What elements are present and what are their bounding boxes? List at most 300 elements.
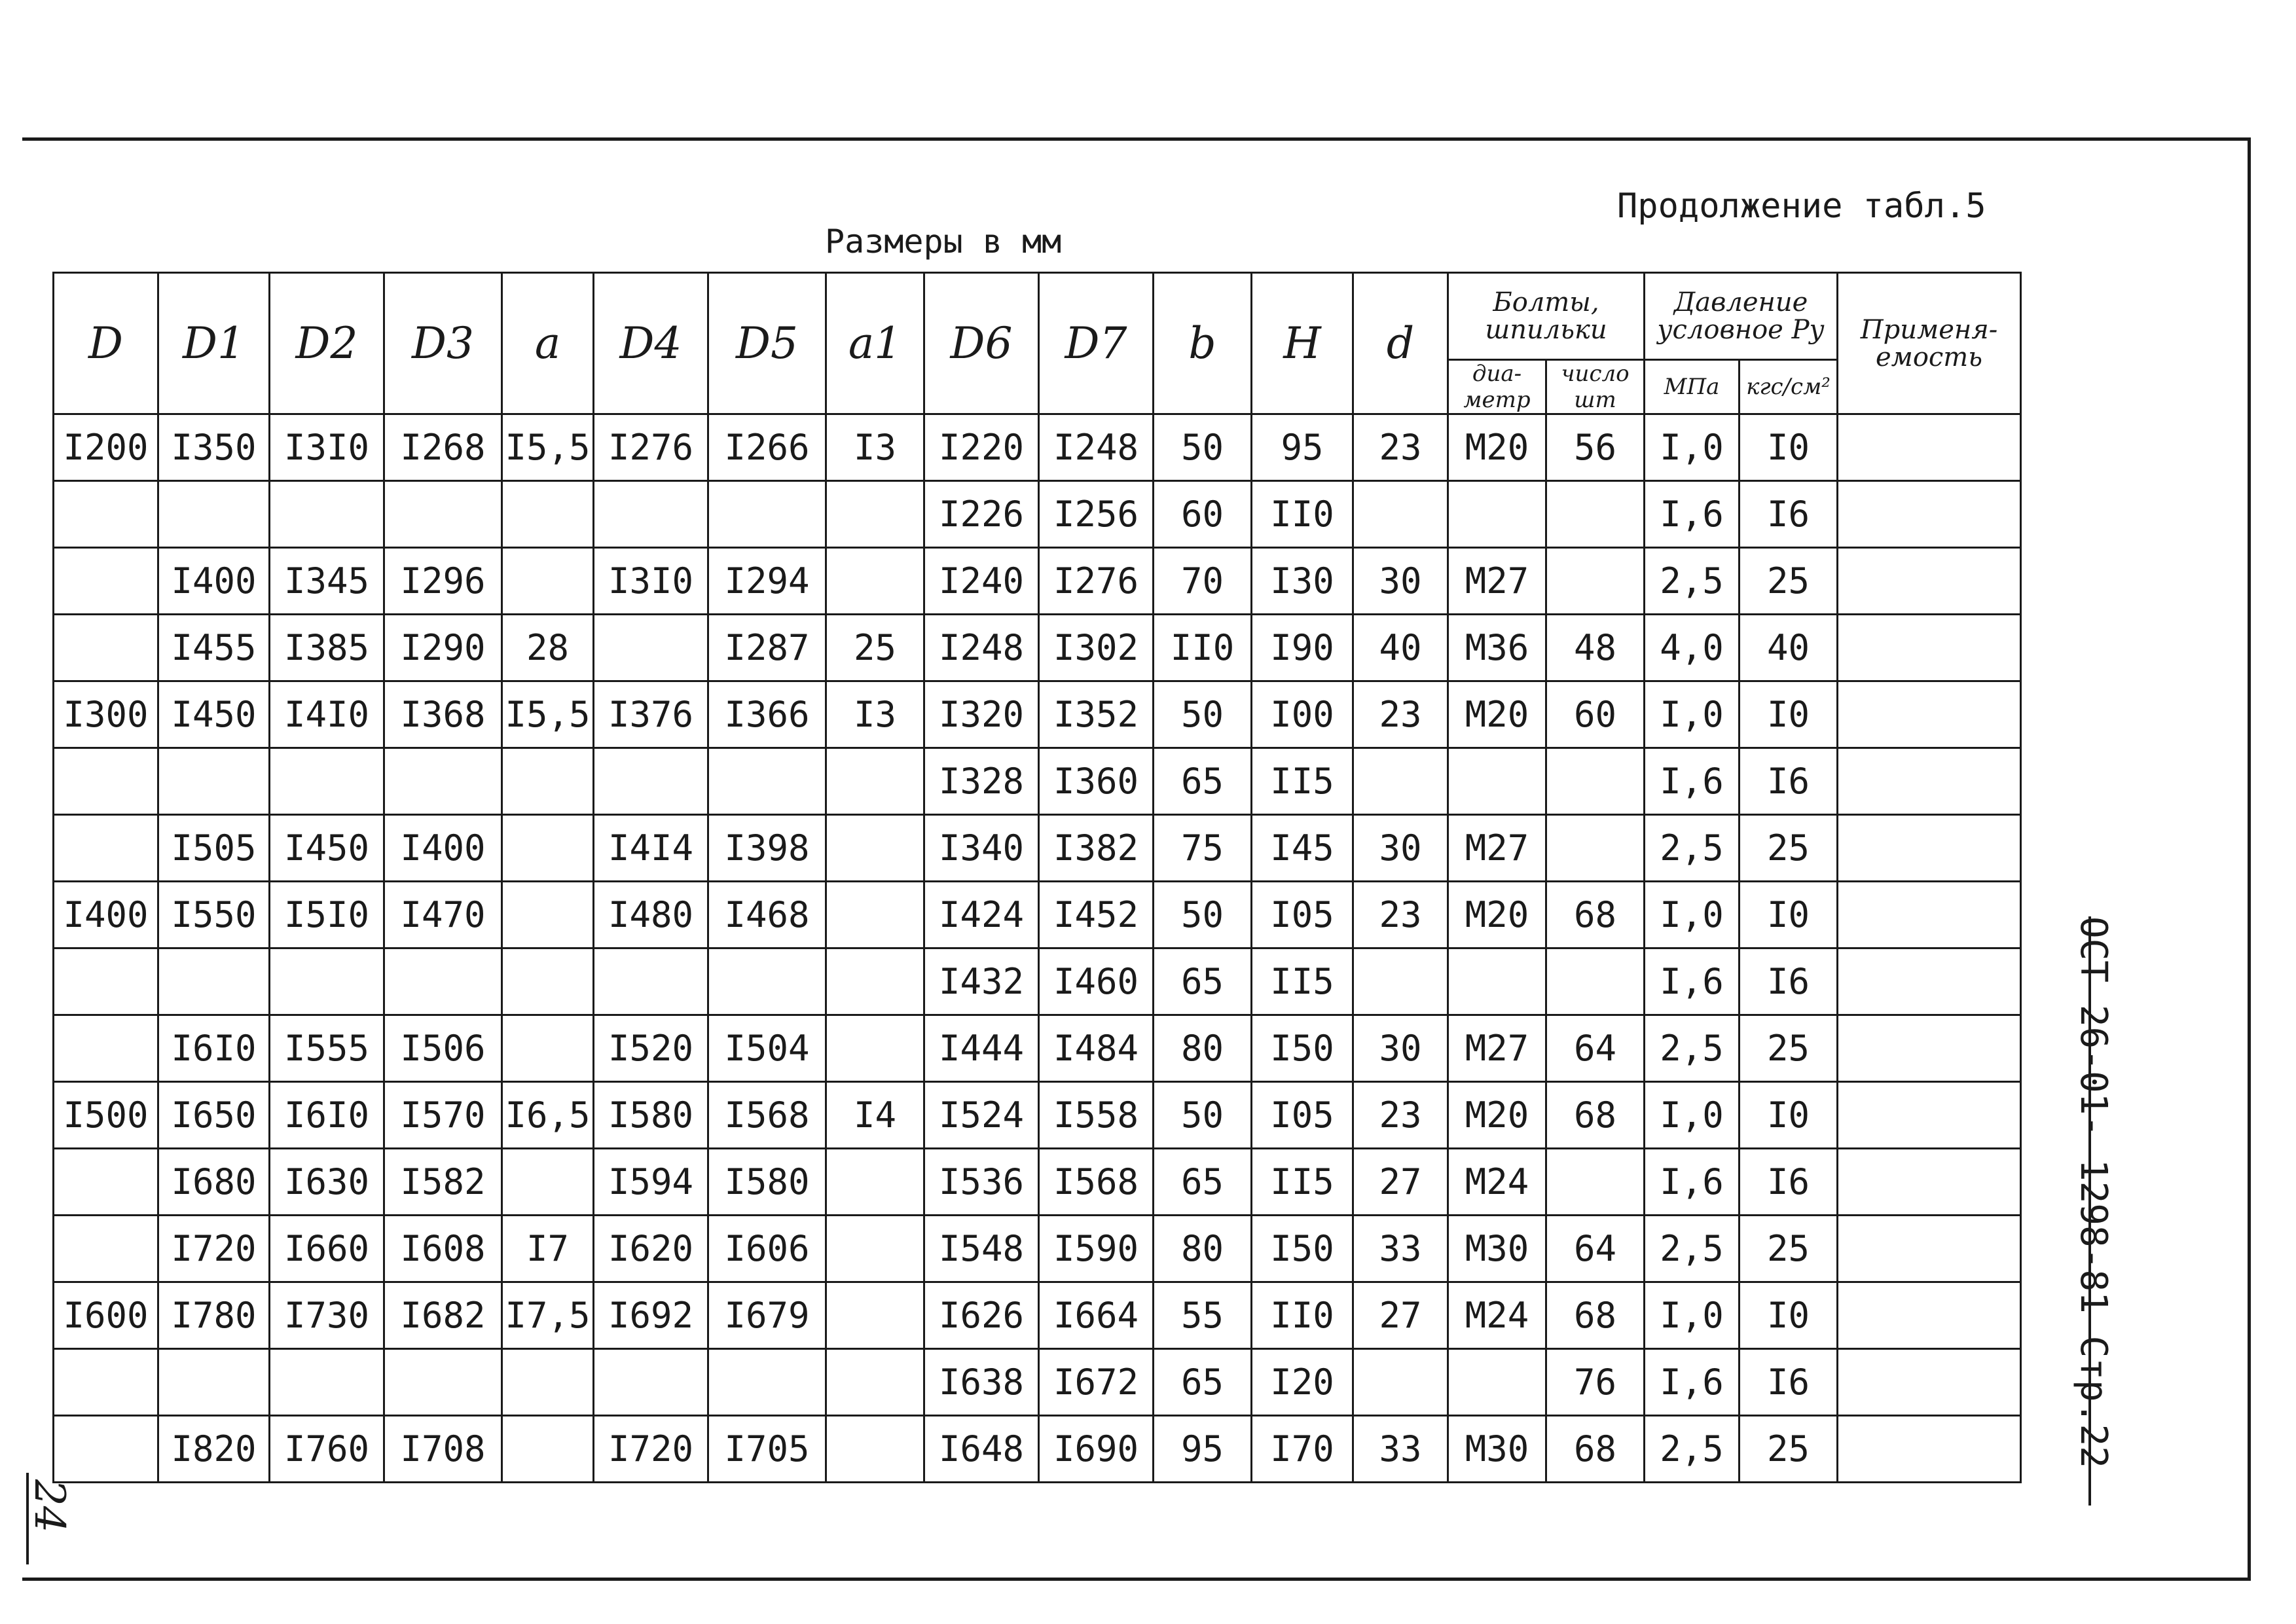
table-cell: I4I4 bbox=[594, 815, 708, 882]
table-cell: M20 bbox=[1448, 882, 1546, 948]
table-cell bbox=[54, 948, 158, 1015]
table-cell bbox=[270, 481, 384, 548]
table-cell: I600 bbox=[54, 1282, 158, 1349]
table-cell: I468 bbox=[708, 882, 826, 948]
table-cell bbox=[1838, 681, 2021, 748]
table-cell: I0 bbox=[1740, 681, 1838, 748]
table-cell bbox=[384, 1349, 502, 1416]
table-cell: I00 bbox=[1252, 681, 1353, 748]
table-cell: 56 bbox=[1546, 414, 1645, 481]
table-cell: 70 bbox=[1154, 548, 1252, 615]
table-cell: I555 bbox=[270, 1015, 384, 1082]
table-row bbox=[54, 882, 2021, 948]
table-cell bbox=[1838, 1349, 2021, 1416]
table-cell: I,6 bbox=[1645, 948, 1740, 1015]
page-number-mark bbox=[26, 1473, 81, 1564]
table-cell: I626 bbox=[924, 1282, 1039, 1349]
table-cell: I266 bbox=[708, 414, 826, 481]
table-cell: I7 bbox=[502, 1216, 594, 1282]
table-cell: I432 bbox=[924, 948, 1039, 1015]
table-cell: 80 bbox=[1154, 1216, 1252, 1282]
table-cell: I05 bbox=[1252, 1082, 1353, 1149]
table-cell: I340 bbox=[924, 815, 1039, 882]
table-body bbox=[54, 414, 2021, 1483]
table-cell: I692 bbox=[594, 1282, 708, 1349]
col-D6: D6 bbox=[924, 273, 1039, 414]
table-cell bbox=[270, 748, 384, 815]
table-cell: 60 bbox=[1154, 481, 1252, 548]
table-cell: I450 bbox=[158, 681, 270, 748]
table-row bbox=[54, 1015, 2021, 1082]
table-cell bbox=[826, 815, 924, 882]
table-cell: I268 bbox=[384, 414, 502, 481]
table-cell bbox=[384, 481, 502, 548]
table-row bbox=[54, 1416, 2021, 1483]
table-cell: I,6 bbox=[1645, 481, 1740, 548]
table-cell: I382 bbox=[1039, 815, 1154, 882]
table-cell bbox=[826, 882, 924, 948]
table-cell bbox=[1546, 815, 1645, 882]
table-cell: 25 bbox=[1740, 815, 1838, 882]
table-cell: I606 bbox=[708, 1216, 826, 1282]
table-cell: 23 bbox=[1353, 882, 1448, 948]
table-row bbox=[54, 748, 2021, 815]
col-bolts: Болты, шпильки bbox=[1448, 273, 1645, 360]
table-cell: I5,5 bbox=[502, 414, 594, 481]
table-cell: II0 bbox=[1252, 481, 1353, 548]
table-cell: M30 bbox=[1448, 1216, 1546, 1282]
table-cell: I,0 bbox=[1645, 882, 1740, 948]
document-code: ОСТ 26-01- 1298-81 Стр.22 bbox=[2072, 916, 2115, 1468]
table-cell: 23 bbox=[1353, 414, 1448, 481]
table-cell: I350 bbox=[158, 414, 270, 481]
table-cell: I580 bbox=[708, 1149, 826, 1216]
table-cell bbox=[384, 948, 502, 1015]
table-cell: I248 bbox=[924, 615, 1039, 681]
table-cell: I520 bbox=[594, 1015, 708, 1082]
table-cell bbox=[54, 481, 158, 548]
table-cell bbox=[502, 1149, 594, 1216]
table-cell bbox=[594, 748, 708, 815]
table-cell: M20 bbox=[1448, 1082, 1546, 1149]
table-cell bbox=[826, 1416, 924, 1483]
table-cell: I,0 bbox=[1645, 1282, 1740, 1349]
col-d: d bbox=[1353, 273, 1448, 414]
table-cell bbox=[1838, 548, 2021, 615]
table-cell: I290 bbox=[384, 615, 502, 681]
table-cell: I296 bbox=[384, 548, 502, 615]
table-cell: I620 bbox=[594, 1216, 708, 1282]
table-cell: I248 bbox=[1039, 414, 1154, 481]
table-cell bbox=[502, 748, 594, 815]
table-cell: I366 bbox=[708, 681, 826, 748]
table-cell: I582 bbox=[384, 1149, 502, 1216]
table-row bbox=[54, 414, 2021, 481]
table-cell: I524 bbox=[924, 1082, 1039, 1149]
table-cell: I256 bbox=[1039, 481, 1154, 548]
table-cell: M30 bbox=[1448, 1416, 1546, 1483]
table-cell: I568 bbox=[1039, 1149, 1154, 1216]
table-cell: 2,5 bbox=[1645, 1015, 1740, 1082]
table-cell bbox=[54, 548, 158, 615]
table-cell: 30 bbox=[1353, 548, 1448, 615]
table-cell bbox=[158, 748, 270, 815]
table-cell: 23 bbox=[1353, 681, 1448, 748]
table-cell: 68 bbox=[1546, 1416, 1645, 1483]
table-cell bbox=[158, 948, 270, 1015]
table-row bbox=[54, 1282, 2021, 1349]
table-cell: 68 bbox=[1546, 1082, 1645, 1149]
table-cell bbox=[1838, 1082, 2021, 1149]
table-cell: 4,0 bbox=[1645, 615, 1740, 681]
table-cell: 27 bbox=[1353, 1282, 1448, 1349]
table-cell bbox=[270, 1349, 384, 1416]
table-cell: 2,5 bbox=[1645, 548, 1740, 615]
table-cell bbox=[502, 815, 594, 882]
table-cell: I294 bbox=[708, 548, 826, 615]
table-cell: I0 bbox=[1740, 1082, 1838, 1149]
table-cell: I385 bbox=[270, 615, 384, 681]
table-cell bbox=[826, 481, 924, 548]
table-cell: 27 bbox=[1353, 1149, 1448, 1216]
table-cell: 50 bbox=[1154, 882, 1252, 948]
table-cell: I608 bbox=[384, 1216, 502, 1282]
table-cell: I705 bbox=[708, 1416, 826, 1483]
table-cell: 2,5 bbox=[1645, 1416, 1740, 1483]
table-cell: I328 bbox=[924, 748, 1039, 815]
table-cell bbox=[826, 948, 924, 1015]
table-cell: 25 bbox=[1740, 548, 1838, 615]
table-cell bbox=[1546, 548, 1645, 615]
table-cell: I3 bbox=[826, 681, 924, 748]
table-row bbox=[54, 1149, 2021, 1216]
col-D2: D2 bbox=[270, 273, 384, 414]
table-cell: I3I0 bbox=[594, 548, 708, 615]
table-cell: 25 bbox=[1740, 1416, 1838, 1483]
table-cell: I6I0 bbox=[270, 1082, 384, 1149]
table-cell: 80 bbox=[1154, 1015, 1252, 1082]
table-cell: I6 bbox=[1740, 948, 1838, 1015]
table-cell bbox=[502, 882, 594, 948]
col-bolts-diameter: диа-метр bbox=[1448, 360, 1546, 414]
table-cell: I682 bbox=[384, 1282, 502, 1349]
table-cell: 40 bbox=[1353, 615, 1448, 681]
table-cell: II0 bbox=[1252, 1282, 1353, 1349]
table-cell: I4 bbox=[826, 1082, 924, 1149]
table-cell bbox=[1838, 414, 2021, 481]
table-cell: I500 bbox=[54, 1082, 158, 1149]
table-cell: 40 bbox=[1740, 615, 1838, 681]
table-cell: I30 bbox=[1252, 548, 1353, 615]
table-cell bbox=[54, 615, 158, 681]
table-cell bbox=[1546, 948, 1645, 1015]
table-cell: I452 bbox=[1039, 882, 1154, 948]
table-row bbox=[54, 615, 2021, 681]
table-cell bbox=[826, 1015, 924, 1082]
table-cell: 76 bbox=[1546, 1349, 1645, 1416]
table-cell bbox=[1838, 1216, 2021, 1282]
table-cell: I276 bbox=[1039, 548, 1154, 615]
table-cell bbox=[708, 948, 826, 1015]
table-cell bbox=[1838, 481, 2021, 548]
table-row bbox=[54, 1216, 2021, 1282]
table-cell: 30 bbox=[1353, 1015, 1448, 1082]
table-cell: I287 bbox=[708, 615, 826, 681]
table-cell: I240 bbox=[924, 548, 1039, 615]
table-cell bbox=[1838, 748, 2021, 815]
table-cell bbox=[502, 548, 594, 615]
table-cell bbox=[826, 1149, 924, 1216]
table-cell: I720 bbox=[158, 1216, 270, 1282]
table-cell: I320 bbox=[924, 681, 1039, 748]
table-cell: I480 bbox=[594, 882, 708, 948]
table-cell: I,0 bbox=[1645, 1082, 1740, 1149]
col-bolts-count: число шт bbox=[1546, 360, 1645, 414]
table-cell: 68 bbox=[1546, 882, 1645, 948]
table-cell: I648 bbox=[924, 1416, 1039, 1483]
table-cell bbox=[1546, 481, 1645, 548]
table-cell bbox=[54, 815, 158, 882]
table-cell: I,6 bbox=[1645, 1149, 1740, 1216]
table-row bbox=[54, 481, 2021, 548]
table-cell bbox=[1838, 1015, 2021, 1082]
table-cell bbox=[594, 1349, 708, 1416]
table-row bbox=[54, 1349, 2021, 1416]
table-cell: I400 bbox=[54, 882, 158, 948]
col-pressure-mpa: МПа bbox=[1645, 360, 1740, 414]
table-cell bbox=[1838, 1282, 2021, 1349]
table-cell: I679 bbox=[708, 1282, 826, 1349]
table-cell bbox=[1448, 948, 1546, 1015]
table-cell: 64 bbox=[1546, 1216, 1645, 1282]
table-cell: M20 bbox=[1448, 414, 1546, 481]
table-cell: I70 bbox=[1252, 1416, 1353, 1483]
table-cell: I580 bbox=[594, 1082, 708, 1149]
table-cell bbox=[502, 1416, 594, 1483]
table-cell: I360 bbox=[1039, 748, 1154, 815]
table-cell: 25 bbox=[826, 615, 924, 681]
table-cell bbox=[384, 748, 502, 815]
table-row bbox=[54, 548, 2021, 615]
table-cell bbox=[54, 1216, 158, 1282]
table-cell: 64 bbox=[1546, 1015, 1645, 1082]
table-cell: I0 bbox=[1740, 882, 1838, 948]
table-cell: I20 bbox=[1252, 1349, 1353, 1416]
table-cell: M36 bbox=[1448, 615, 1546, 681]
table-cell bbox=[1353, 1349, 1448, 1416]
table-cell: II0 bbox=[1154, 615, 1252, 681]
table-row bbox=[54, 815, 2021, 882]
table-row bbox=[54, 1082, 2021, 1149]
table-cell bbox=[708, 481, 826, 548]
table-cell: I450 bbox=[270, 815, 384, 882]
table-cell: 75 bbox=[1154, 815, 1252, 882]
table-cell: I720 bbox=[594, 1416, 708, 1483]
table-cell: I6 bbox=[1740, 1149, 1838, 1216]
table-cell: I470 bbox=[384, 882, 502, 948]
table-cell: I220 bbox=[924, 414, 1039, 481]
table-cell bbox=[708, 748, 826, 815]
table-cell bbox=[502, 1015, 594, 1082]
table-cell bbox=[1838, 615, 2021, 681]
page-number: 24 bbox=[25, 1479, 73, 1533]
table-cell bbox=[826, 748, 924, 815]
table-cell: 65 bbox=[1154, 1149, 1252, 1216]
table-cell bbox=[1546, 748, 1645, 815]
table-cell: 25 bbox=[1740, 1015, 1838, 1082]
table-cell: I0 bbox=[1740, 414, 1838, 481]
table-cell: I7,5 bbox=[502, 1282, 594, 1349]
table-cell: 25 bbox=[1740, 1216, 1838, 1282]
table-continuation-label: Продолжение табл.5 bbox=[1617, 187, 1986, 226]
table-cell: I460 bbox=[1039, 948, 1154, 1015]
table-cell: I630 bbox=[270, 1149, 384, 1216]
table-cell bbox=[826, 548, 924, 615]
table-cell: I504 bbox=[708, 1015, 826, 1082]
table-cell bbox=[826, 1349, 924, 1416]
table-cell: I,6 bbox=[1645, 748, 1740, 815]
table-cell: I550 bbox=[158, 882, 270, 948]
table-cell: I50 bbox=[1252, 1015, 1353, 1082]
table-cell: 28 bbox=[502, 615, 594, 681]
col-applicability: Применя-емость bbox=[1838, 273, 2021, 414]
table-cell bbox=[1448, 748, 1546, 815]
table-cell bbox=[54, 748, 158, 815]
table-cell bbox=[1838, 1416, 2021, 1483]
table-cell: I400 bbox=[158, 548, 270, 615]
table-cell: I548 bbox=[924, 1216, 1039, 1282]
table-cell: I6I0 bbox=[158, 1015, 270, 1082]
table-cell bbox=[158, 1349, 270, 1416]
col-D7: D7 bbox=[1039, 273, 1154, 414]
table-cell: 65 bbox=[1154, 1349, 1252, 1416]
table-cell bbox=[826, 1216, 924, 1282]
table-cell: 48 bbox=[1546, 615, 1645, 681]
table-cell bbox=[1838, 815, 2021, 882]
table-cell: 30 bbox=[1353, 815, 1448, 882]
table-cell: II5 bbox=[1252, 1149, 1353, 1216]
table-cell: I400 bbox=[384, 815, 502, 882]
table-cell: I558 bbox=[1039, 1082, 1154, 1149]
table-cell: I690 bbox=[1039, 1416, 1154, 1483]
table-cell: I0 bbox=[1740, 1282, 1838, 1349]
table-cell: II5 bbox=[1252, 748, 1353, 815]
table-cell bbox=[270, 948, 384, 1015]
table-cell: 23 bbox=[1353, 1082, 1448, 1149]
table-cell: 2,5 bbox=[1645, 1216, 1740, 1282]
table-cell: I820 bbox=[158, 1416, 270, 1483]
table-cell: I226 bbox=[924, 481, 1039, 548]
table-cell: I300 bbox=[54, 681, 158, 748]
table-cell: I376 bbox=[594, 681, 708, 748]
table-cell: I302 bbox=[1039, 615, 1154, 681]
table-cell: M20 bbox=[1448, 681, 1546, 748]
table-cell: 2,5 bbox=[1645, 815, 1740, 882]
table-cell: I345 bbox=[270, 548, 384, 615]
table-cell: 65 bbox=[1154, 948, 1252, 1015]
table-row bbox=[54, 948, 2021, 1015]
table-cell: I664 bbox=[1039, 1282, 1154, 1349]
table-cell: I368 bbox=[384, 681, 502, 748]
table-cell bbox=[594, 948, 708, 1015]
table-cell: 95 bbox=[1252, 414, 1353, 481]
flange-dimensions-table bbox=[52, 272, 2022, 1483]
table-cell: I45 bbox=[1252, 815, 1353, 882]
table-cell bbox=[1353, 481, 1448, 548]
table-cell: I780 bbox=[158, 1282, 270, 1349]
table-cell: I,0 bbox=[1645, 414, 1740, 481]
table-cell: I536 bbox=[924, 1149, 1039, 1216]
table-cell: M24 bbox=[1448, 1282, 1546, 1349]
table-cell bbox=[1353, 748, 1448, 815]
table-cell: I3I0 bbox=[270, 414, 384, 481]
table-cell bbox=[708, 1349, 826, 1416]
table-cell: I352 bbox=[1039, 681, 1154, 748]
table-cell bbox=[1546, 1149, 1645, 1216]
table-cell: I,6 bbox=[1645, 1349, 1740, 1416]
table-cell: 60 bbox=[1546, 681, 1645, 748]
table-cell bbox=[502, 948, 594, 1015]
table-cell: M27 bbox=[1448, 1015, 1546, 1082]
table-cell bbox=[502, 481, 594, 548]
table-cell: I5I0 bbox=[270, 882, 384, 948]
table-cell: I455 bbox=[158, 615, 270, 681]
col-D3: D3 bbox=[384, 273, 502, 414]
table-cell bbox=[1448, 1349, 1546, 1416]
table-cell: I594 bbox=[594, 1149, 708, 1216]
table-cell bbox=[54, 1349, 158, 1416]
table-cell bbox=[594, 615, 708, 681]
table-cell: 50 bbox=[1154, 1082, 1252, 1149]
table-cell: II5 bbox=[1252, 948, 1353, 1015]
table-cell: I444 bbox=[924, 1015, 1039, 1082]
table-cell: I4I0 bbox=[270, 681, 384, 748]
col-D1: D1 bbox=[158, 273, 270, 414]
table-cell: I6,5 bbox=[502, 1082, 594, 1149]
table-cell: I570 bbox=[384, 1082, 502, 1149]
table-cell: I590 bbox=[1039, 1216, 1154, 1282]
table-cell bbox=[54, 1149, 158, 1216]
table-cell: I730 bbox=[270, 1282, 384, 1349]
table-cell: 50 bbox=[1154, 681, 1252, 748]
table-cell bbox=[594, 481, 708, 548]
table-cell: 33 bbox=[1353, 1216, 1448, 1282]
col-pressure: Давление условное Ру bbox=[1645, 273, 1838, 360]
table-cell: M27 bbox=[1448, 815, 1546, 882]
table-cell: I398 bbox=[708, 815, 826, 882]
table-cell: I505 bbox=[158, 815, 270, 882]
table-cell: I484 bbox=[1039, 1015, 1154, 1082]
table-cell: I424 bbox=[924, 882, 1039, 948]
table-cell bbox=[502, 1349, 594, 1416]
table-cell: M27 bbox=[1448, 548, 1546, 615]
table-cell: I672 bbox=[1039, 1349, 1154, 1416]
table-cell bbox=[54, 1015, 158, 1082]
table-cell: I276 bbox=[594, 414, 708, 481]
table-cell bbox=[158, 481, 270, 548]
table-cell: I90 bbox=[1252, 615, 1353, 681]
table-cell bbox=[1838, 1149, 2021, 1216]
table-cell: I50 bbox=[1252, 1216, 1353, 1282]
col-D4: D4 bbox=[594, 273, 708, 414]
table-cell: I200 bbox=[54, 414, 158, 481]
table-cell: 68 bbox=[1546, 1282, 1645, 1349]
table-cell: I660 bbox=[270, 1216, 384, 1282]
table-cell bbox=[1448, 481, 1546, 548]
col-pressure-kgf: кгс/см² bbox=[1740, 360, 1838, 414]
units-caption: Размеры в мм bbox=[825, 223, 1062, 261]
table-cell: I5,5 bbox=[502, 681, 594, 748]
